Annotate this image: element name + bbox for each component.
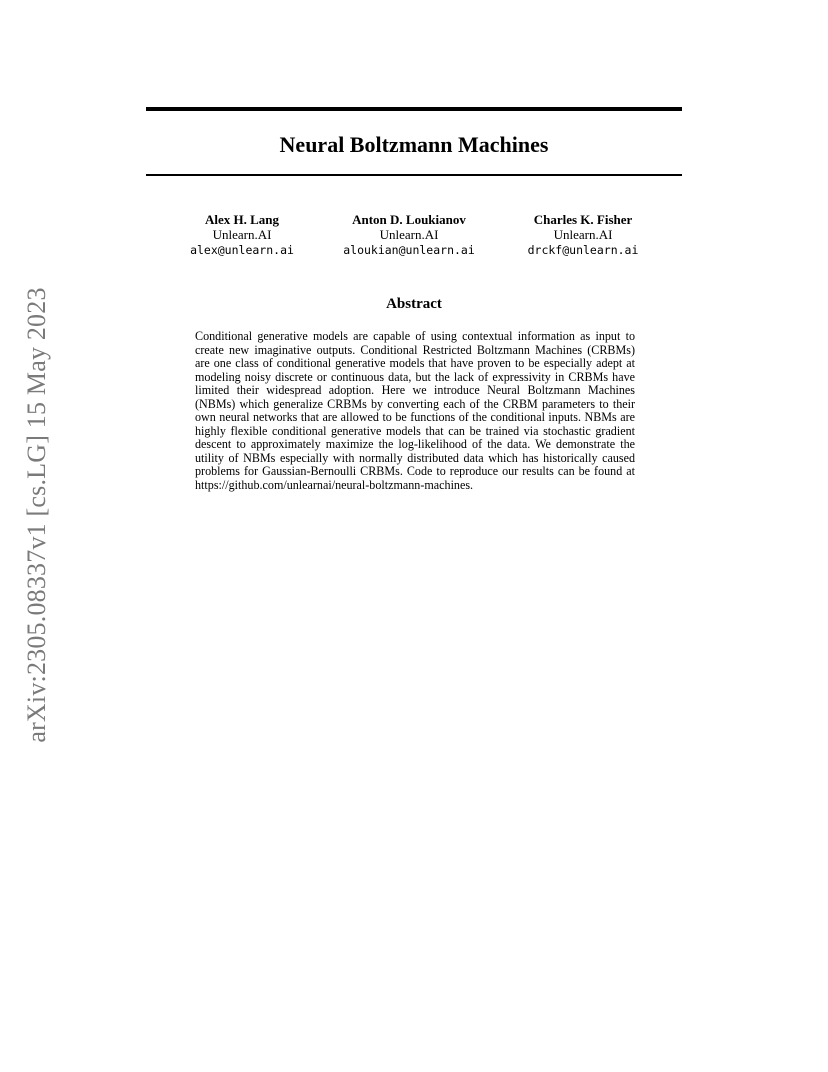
arxiv-identifier-stamp: arXiv:2305.08337v1 [cs.LG] 15 May 2023 xyxy=(22,287,51,743)
author-affiliation: Unlearn.AI xyxy=(553,227,613,242)
abstract-text: Conditional generative models are capable of using contextual information as input to create new imaginative outputs. Conditional Restricted Boltzmann Machines (CRBMs) are one class of conditional generative models that have proven to be especially adept at modeling noisy discrete or continuous data, but the lack of expressivity in CRBMs have limited their widespread adoption. Here we introduce Neural Boltzmann Machines (NBMs) which generalize CRBMs by converting each of the CRBM parameters to their own neural networks that are allowed to be functions of the conditional inputs. NBMs are highly flexible conditional generative models that can be trained via stochastic gradient descent to approximately maximize the log-likelihood of the data. We demonstrate the utility of NBMs especially with normally distributed data which has historically caused problems for Gaussian-Bernoulli CRBMs. Code to reproduce our results can be found at https://github.com/unlearnai/neural-boltzmann-machines. xyxy=(195,329,635,492)
paper-title: Neural Boltzmann Machines xyxy=(279,132,549,157)
author-block-3 xyxy=(488,212,678,258)
title-top-rule xyxy=(146,107,682,111)
author-email: alex@unlearn.ai xyxy=(190,243,294,257)
author-affiliation: Unlearn.AI xyxy=(212,227,272,242)
author-affiliation: Unlearn.AI xyxy=(379,227,439,242)
title-bottom-rule xyxy=(146,174,682,176)
author-name: Alex H. Lang xyxy=(204,212,280,227)
abstract-heading: Abstract xyxy=(386,296,442,312)
author-email: aloukian@unlearn.ai xyxy=(343,243,475,257)
author-name: Anton D. Loukianov xyxy=(352,212,466,227)
author-block-1 xyxy=(147,212,337,258)
author-block-2 xyxy=(314,212,504,258)
author-name: Charles K. Fisher xyxy=(533,212,633,227)
author-email: drckf@unlearn.ai xyxy=(527,243,639,257)
